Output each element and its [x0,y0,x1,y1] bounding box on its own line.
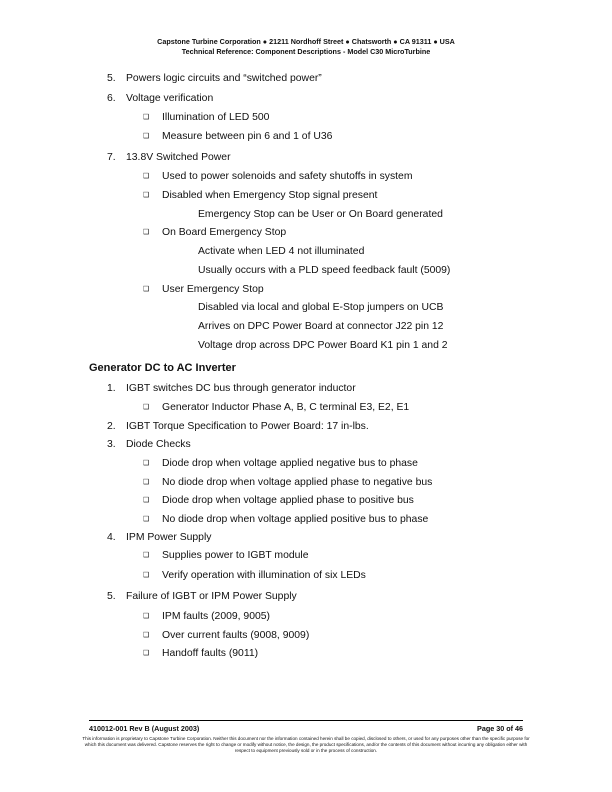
bullet-text: Generator Inductor Phase A, B, C terminal E3, E2, E1 [162,402,410,413]
sub-item-text: Activate when LED 4 not illuminated [198,246,365,257]
checkbox-bullet-icon: ❑ [143,404,150,411]
list-item-text: IGBT Torque Specification to Power Board: 17 in-lbs. [126,421,369,432]
checkbox-bullet-icon: ❑ [143,632,150,639]
list-item-text: 13.8V Switched Power [126,152,231,163]
bullet-text: Measure between pin 6 and 1 of U36 [162,131,333,142]
bullet-text: User Emergency Stop [162,284,264,295]
list-item-text: IPM Power Supply [126,532,212,543]
list-item-text: Failure of IGBT or IPM Power Supply [126,591,297,602]
checkbox-bullet-icon: ❑ [143,460,150,467]
header-company-line: Capstone Turbine Corporation ● 21211 Nordhoff Street ● Chatsworth ● CA 91311 ● USA [157,37,455,46]
list-item-text: Diode Checks [126,439,191,450]
header-title-line: Technical Reference: Component Descriptions - Model C30 MicroTurbine [181,47,431,56]
checkbox-bullet-icon: ❑ [143,516,150,523]
footer-divider [89,720,523,721]
bullet-text: No diode drop when voltage applied positive bus to phase [162,514,429,525]
list-number: 4. [107,532,116,543]
checkbox-bullet-icon: ❑ [143,613,150,620]
checkbox-bullet-icon: ❑ [143,192,150,199]
list-number: 3. [107,439,116,450]
list-number: 5. [107,73,116,84]
list-number: 7. [107,152,116,163]
bullet-text: On Board Emergency Stop [162,227,287,238]
bullet-text: Used to power solenoids and safety shutoffs in system [162,171,413,182]
sub-item-text: Emergency Stop can be User or On Board generated [198,209,443,220]
proprietary-notice: This information is proprietary to Capstone Turbine Corporation. Neither this document nor the information contained herein shall be copied, disclosed to others, or used for any purposes other than the specific purpose for which this document was delivered. Capstone reserves the right to change or modify without notice, the design, the product specifications, and/or the contents of this document without incurring any obligation either with respect to equipment previously sold or in the process of construction. [82,736,530,753]
sub-item-text: Usually occurs with a PLD speed feedback fault (5009) [198,265,451,276]
checkbox-bullet-icon: ❑ [143,286,150,293]
list-item-text: Voltage verification [126,93,214,104]
bullet-text: Over current faults (9008, 9009) [162,630,310,641]
bullet-text: Supplies power to IGBT module [162,550,309,561]
list-number: 6. [107,93,116,104]
bullet-text: Verify operation with illumination of six LEDs [162,570,366,581]
checkbox-bullet-icon: ❑ [143,479,150,486]
checkbox-bullet-icon: ❑ [143,650,150,657]
bullet-text: Illumination of LED 500 [162,112,270,123]
checkbox-bullet-icon: ❑ [143,114,150,121]
bullet-text: Diode drop when voltage applied negative bus to phase [162,458,418,469]
list-item-text: IGBT switches DC bus through generator inductor [126,383,356,394]
checkbox-bullet-icon: ❑ [143,572,150,579]
list-number: 5. [107,591,116,602]
sub-item-text: Arrives on DPC Power Board at connector J22 pin 12 [198,321,444,332]
checkbox-bullet-icon: ❑ [143,229,150,236]
checkbox-bullet-icon: ❑ [143,497,150,504]
bullet-text: Diode drop when voltage applied phase to positive bus [162,495,414,506]
sub-item-text: Voltage drop across DPC Power Board K1 pin 1 and 2 [198,340,448,351]
bullet-text: Disabled when Emergency Stop signal present [162,190,378,201]
bullet-text: IPM faults (2009, 9005) [162,611,271,622]
checkbox-bullet-icon: ❑ [143,133,150,140]
checkbox-bullet-icon: ❑ [143,552,150,559]
list-number: 1. [107,383,116,394]
list-item-text: Powers logic circuits and “switched power” [126,73,322,84]
list-number: 2. [107,421,116,432]
page-number: Page 30 of 46 [477,724,523,733]
bullet-text: Handoff faults (9011) [162,648,259,659]
checkbox-bullet-icon: ❑ [143,173,150,180]
section-heading: Generator DC to AC Inverter [89,362,236,374]
sub-item-text: Disabled via local and global E-Stop jumpers on UCB [198,302,444,313]
document-id: 410012-001 Rev B (August 2003) [89,724,200,733]
bullet-text: No diode drop when voltage applied phase to negative bus [162,477,433,488]
